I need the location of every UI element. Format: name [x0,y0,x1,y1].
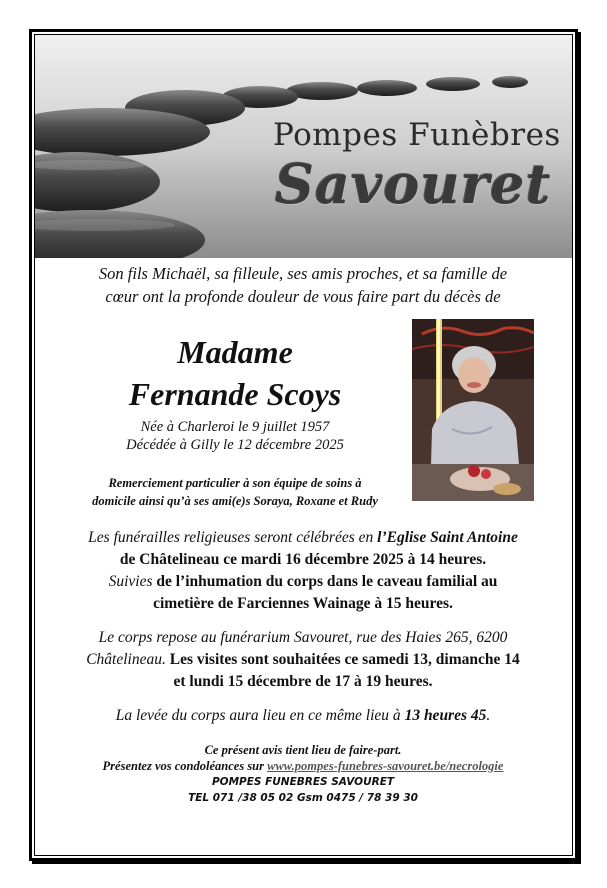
company-contact [50,774,556,806]
thanks-line-2: domicile ainsi qu’à ses ami(e)s Soraya, Roxane et Rudy [92,494,378,508]
portrait-photo [412,319,534,501]
funeral-church-intro: Les funérailles religieuses seront célébrées en [88,529,378,546]
intro-line-1: Son fils Michaël, sa filleule, ses amis proches, et sa famille de [98,264,508,283]
levee-details [50,705,556,727]
brand-name-line1: Pompes Funèbres [273,117,561,153]
thanks-line-1: Remerciement particulier à son équipe de soins à [108,476,362,490]
funeral-line-2: de Châtelineau ce mardi 16 décembre 2025 à 14 heures. [119,551,487,568]
repose-line-3: et lundi 15 décembre de 17 à 19 heures. [173,673,433,690]
birth-line: Née à Charleroi le 9 juillet 1957 [140,419,330,435]
funeral-line-1 [50,527,556,549]
condolences-line [50,758,556,774]
levee-time: 13 heures 45 [404,707,487,724]
deceased-title: Madame [177,334,293,370]
deceased-name: Fernande Scoys [128,376,342,412]
funeral-burial: de l’inhumation du corps dans le caveau familial au [156,573,498,590]
funeral-details [50,527,556,615]
funeral-line-3 [50,571,556,593]
necrology-link[interactable]: www.pompes-funebres-savouret.be/necrologie [267,759,504,773]
condolences-text: Présentez vos condoléances sur [102,759,268,773]
intro-line-2: cœur ont la profonde douleur de vous faire part du décès de [105,287,501,306]
death-line: Décédée à Gilly le 12 décembre 2025 [126,437,344,453]
repose-line-1: Le corps repose au funérarium Savouret, rue des Haies 265, 6200 [98,629,508,646]
company-name: POMPES FUNEBRES SAVOURET [211,776,395,788]
repose-visits: Les visites sont souhaitées ce samedi 13, dimanche 14 [169,651,520,668]
repose-details [50,627,556,693]
funeral-line-4: cimetière de Farciennes Wainage à 15 heures. [153,595,453,612]
repose-line-2 [50,649,556,671]
funeral-followed: Suivies [108,573,157,590]
intro-text [50,262,556,308]
levee-end: . [486,707,491,724]
repose-town: Châtelineau. [86,651,170,668]
brand-name-line2: Savouret [275,152,552,216]
company-phone: TEL 071 /38 05 02 Gsm 0475 / 78 39 30 [188,792,418,804]
levee-text: La levée du corps aura lieu en ce même lieu à [115,707,405,724]
portrait-image [412,319,534,501]
header-banner [35,35,572,258]
thanks-note [70,474,400,510]
notice-line: Ce présent avis tient lieu de faire-part. [204,743,402,757]
funeral-church: l’Eglise Saint Antoine [377,529,518,546]
footer-notice [50,742,556,774]
life-dates [95,418,375,454]
